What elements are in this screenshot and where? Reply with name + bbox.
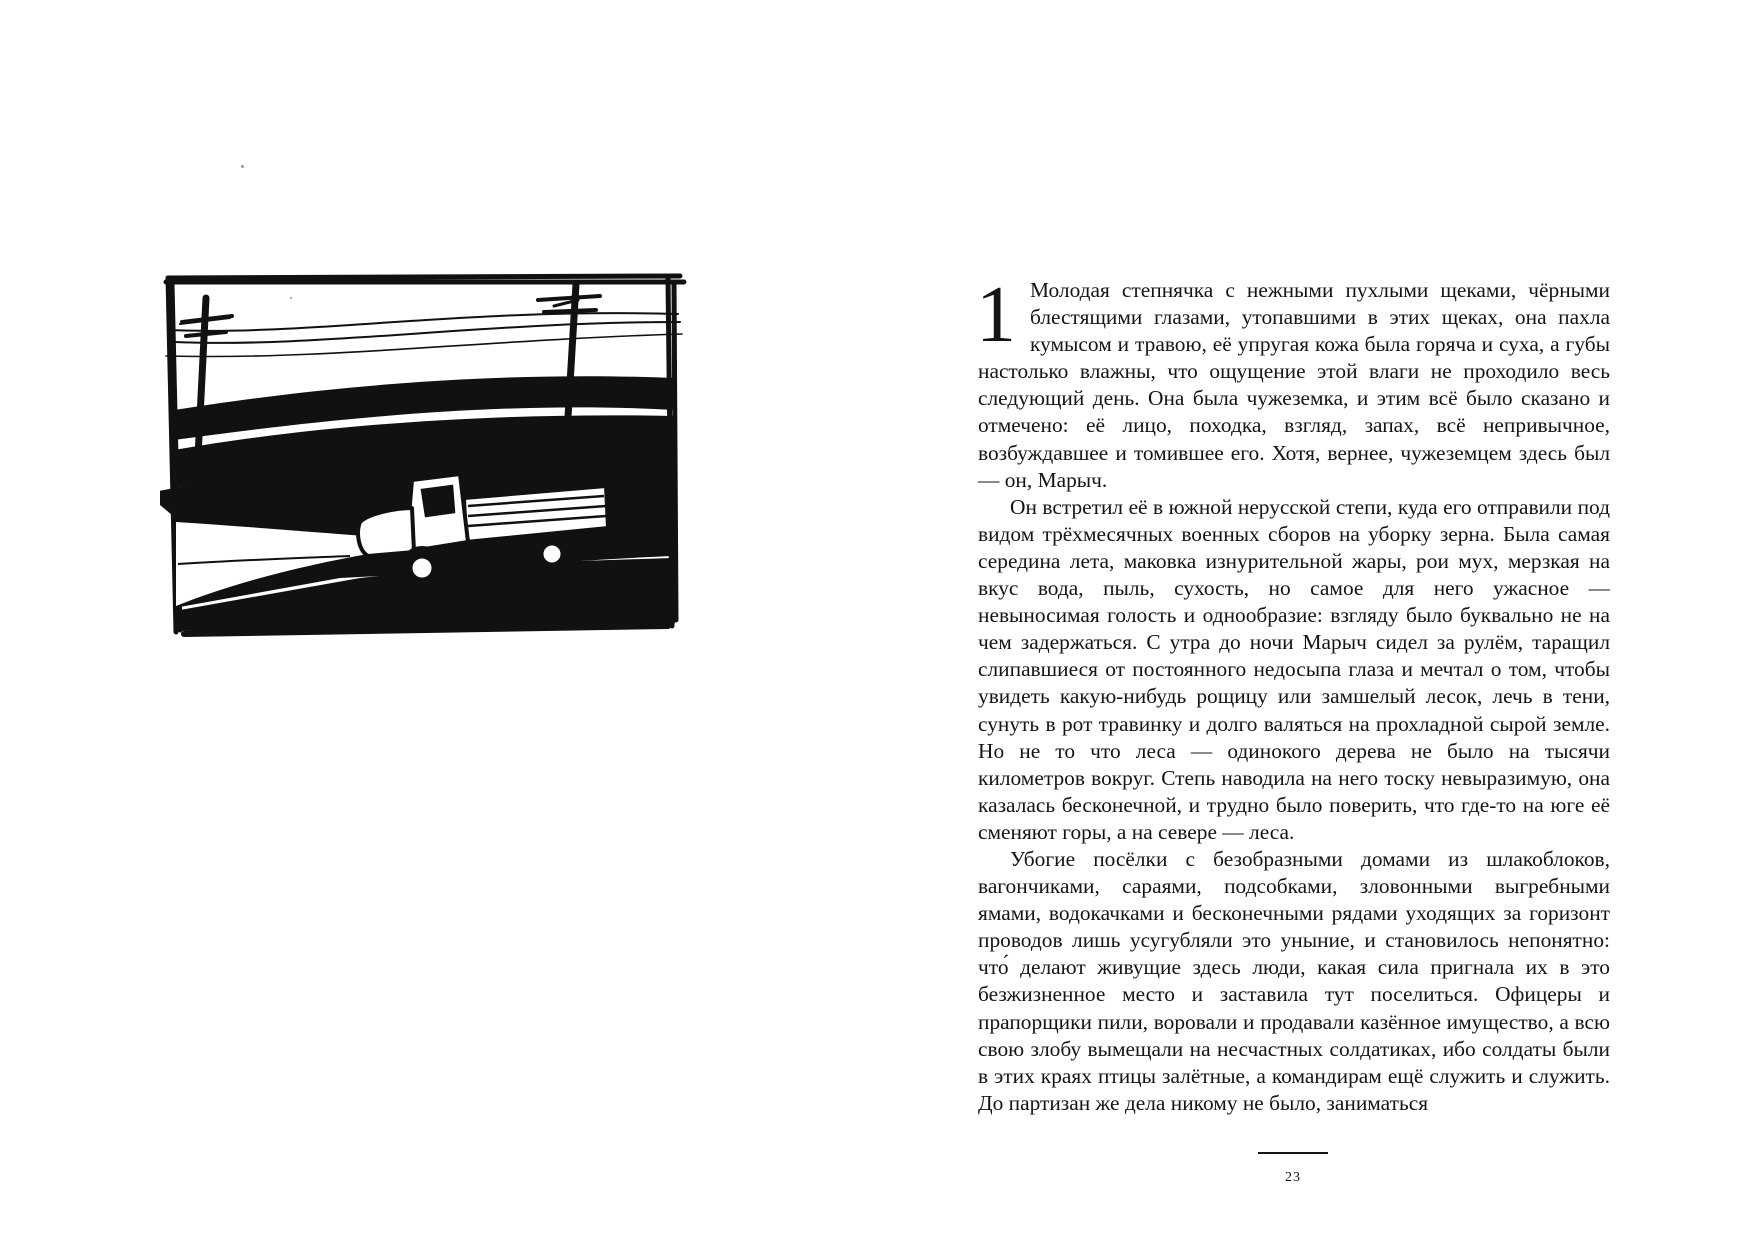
footer-rule <box>1258 1152 1328 1154</box>
truck-steppe-illustration <box>160 260 700 720</box>
paragraph-2: Он встретил её в южной нерусской степи, куда его отправили под видом трёхмесячных военных сборов на уборку зерна. Была самая середина лета, маковка изнурительной жары, рои мух, мерзкая на вкус вода, пыль, сухость, но самое для него ужасное — невыносимая голость и однообразие: взгляду было буквально не на чем задержаться. С утра до ночи Марыч сидел за рулём, таращил слипавшиеся от постоянного недосыпа глаза и мечтал о том, чтобы увидеть какую-нибудь рощицу или замшелый лесок, лечь в тени, сунуть в рот травинку и долго валяться на прохладной сырой земле. Но не то что леса — одинокого дерева не было на тысячи километров вокруг. Степь наводила на него тоску невыразимую, она казалась бесконечной, и трудно было поверить, что где-то на юге её сменяют горы, а на севере — леса. <box>978 494 1610 844</box>
page-number: 23 <box>1285 1170 1301 1185</box>
paragraph-3: Убогие посёлки с безобразными домами из шлакоблоков, вагончиками, сараями, подсобками, зловонными выгребными ямами, водокачками и бесконечными рядами уходящих за горизонт проводов лишь усугубляли это уныние, и становилось непонятно: что́ делают живущие здесь люди, какая сила пригнала их в это безжизненное место и заставила тут поселиться. Офицеры и прапорщики пили, воровали и продавали казённое имущество, а всю свою злобу вымещали на несчастных солдатиках, ибо солдаты были в этих краях птицы залётные, а командирам ещё служить и служить. До партизан же дела никому не было, заниматься <box>978 846 1610 1115</box>
body-text <box>976 271 1610 1117</box>
chapter-number-dropcap: 1 <box>976 271 1016 359</box>
paragraph-1 <box>976 271 1610 494</box>
paper-speck <box>241 165 244 168</box>
paragraph-1-text: Молодая степнячка с нежными пухлыми щеками, чёрными блестящими глазами, утопавшими в этих щеках, она пахла кумысом и травою, её упругая кожа была горяча и суха, а губы настолько влажны, что ощущение этой влаги не проходило весь следующий день. Она была чужеземка, и этим всё было сказано и отмечено: её лицо, походка, взгляд, запах, всё непривычное, возбуждавшее и томившее его. Хотя, вернее, чужеземцем здесь был — он, Марыч. <box>978 278 1610 492</box>
